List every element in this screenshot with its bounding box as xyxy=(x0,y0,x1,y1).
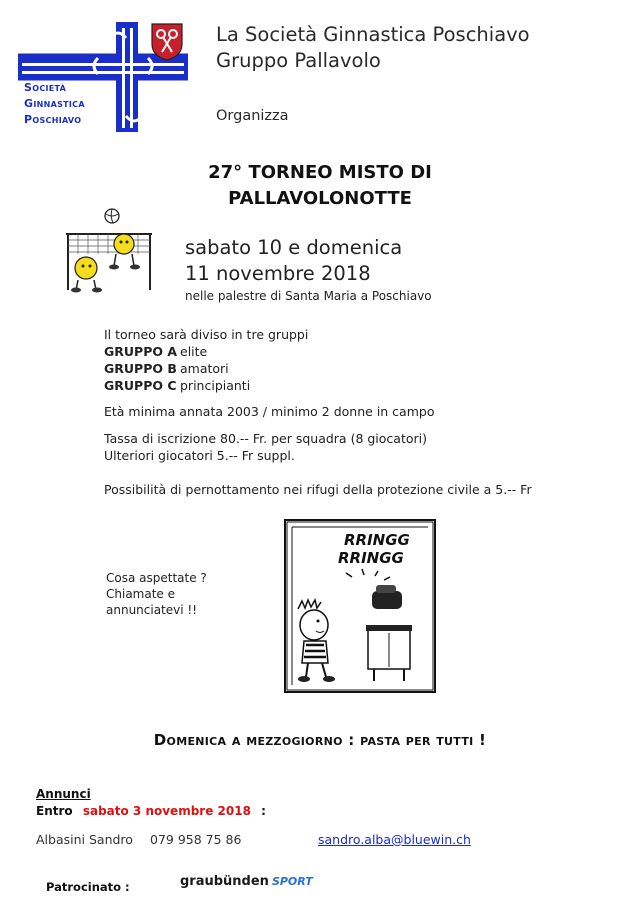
logo-word-1: Società xyxy=(24,81,67,94)
signup-heading: Annunci xyxy=(36,787,91,801)
organizza-label: Organizza xyxy=(216,108,289,124)
callout-line-2: Chiamate e xyxy=(106,587,175,601)
graubunden-logo-word: graubünden xyxy=(180,874,269,889)
group-level: amatori xyxy=(180,361,229,376)
contact-email-link[interactable]: sandro.alba@bluewin.ch xyxy=(318,832,471,847)
group-row xyxy=(104,343,308,360)
logo-word-3: Poschiavo xyxy=(24,113,82,126)
callout-text xyxy=(106,570,207,618)
extra-player-fee: Ulteriori giocatori 5.-- Fr suppl. xyxy=(104,448,295,463)
event-title xyxy=(0,160,640,212)
event-date-line-1: sabato 10 e domenica xyxy=(185,236,403,259)
event-title-line-1: 27° TORNEO MISTO DI xyxy=(208,162,432,183)
callout-line-3: annunciatevi !! xyxy=(106,603,198,617)
group-name: GRUPPO A xyxy=(104,344,178,359)
group-name: GRUPPO B xyxy=(104,361,177,376)
age-rule: Età minima annata 2003 / minimo 2 donne in campo xyxy=(104,404,435,419)
volleyball-net-clipart xyxy=(64,206,164,294)
group-level: principianti xyxy=(180,378,251,393)
group-row xyxy=(104,377,308,394)
sponsor-label: Patrocinato : xyxy=(46,880,130,894)
comic-panel xyxy=(284,519,436,693)
organizer-line-2: Gruppo Pallavolo xyxy=(216,49,381,72)
event-date-line-2: 11 novembre 2018 xyxy=(185,262,371,285)
club-logo-text xyxy=(24,80,85,128)
graubunden-sport-logo xyxy=(180,874,313,889)
lodging-note: Possibilità di pernottamento nei rifugi della protezione civile a 5.-- Fr xyxy=(104,482,532,497)
contact-name: Albasini Sandro xyxy=(36,832,133,847)
organizer-line-1: La Società Ginnastica Poschiavo xyxy=(216,23,530,46)
event-date xyxy=(185,235,402,287)
signup-deadline xyxy=(36,804,266,818)
team-fee: Tassa di iscrizione 80.-- Fr. per squadra (8 giocatori) xyxy=(104,431,427,446)
logo-word-2: Ginnastica xyxy=(24,97,85,110)
groups-intro: Il torneo sarà diviso in tre gruppi xyxy=(104,327,309,342)
event-title-line-2: PALLAVOLONOTTE xyxy=(228,188,412,209)
comic-drawing xyxy=(286,521,434,691)
groups-section xyxy=(104,326,308,394)
contact-phone: 079 958 75 86 xyxy=(150,832,242,847)
group-level: elite xyxy=(180,344,208,359)
sport-logo-word: SPORT xyxy=(271,875,313,888)
event-venue: nelle palestre di Santa Maria a Poschiavo xyxy=(185,289,432,303)
pasta-announcement: Domenica a mezzogiorno : pasta per tutti ! xyxy=(153,731,487,749)
comic-sound-1: RRINGG xyxy=(344,531,410,549)
group-name: GRUPPO C xyxy=(104,378,177,393)
entro-label: Entro xyxy=(36,804,73,818)
callout-line-1: Cosa aspettate ? xyxy=(106,571,207,585)
comic-sound-2: RRINGG xyxy=(338,549,404,567)
group-row xyxy=(104,360,308,377)
deadline-colon: : xyxy=(261,804,266,818)
deadline-date: sabato 3 novembre 2018 xyxy=(82,804,251,818)
fee-rules xyxy=(104,430,427,464)
organizer-name xyxy=(216,22,530,74)
crest-icon xyxy=(150,22,184,62)
